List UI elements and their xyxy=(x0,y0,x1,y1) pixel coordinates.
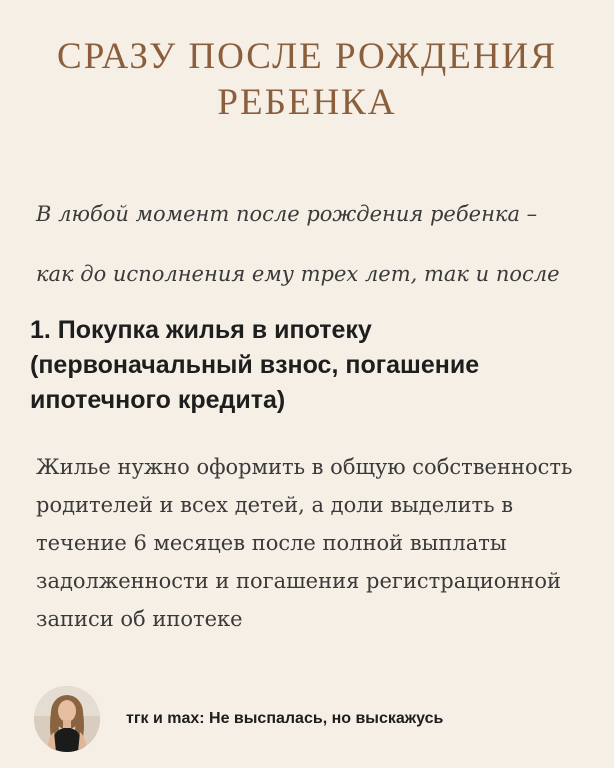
subtitle xyxy=(36,184,596,304)
subtitle-line-1: В любой момент после рождения ребенка – xyxy=(36,202,538,226)
section-heading: 1. Покупка жилья в ипотеку (первоначальный взнос, погашение ипотечного кредита) xyxy=(30,316,480,414)
author-footer xyxy=(34,686,594,758)
avatar xyxy=(34,686,100,752)
footer-caption: тгк и max: Не выспалась, но выскажусь xyxy=(126,710,444,727)
title-line-1: СРАЗУ ПОСЛЕ РОЖДЕНИЯ xyxy=(57,36,557,77)
subtitle-line-2: как до исполнения ему трех лет, так и после xyxy=(36,262,560,286)
page-title xyxy=(0,34,614,126)
body-paragraph: Жилье нужно оформить в общую собственность родителей и всех детей, а доли выделить в течение 6 месяцев после полной выплаты задолженности и погашения регистрационной записи об ипотеке xyxy=(36,455,573,631)
title-line-2: РЕБЕНКА xyxy=(217,82,397,123)
avatar-portrait-icon xyxy=(34,686,100,752)
